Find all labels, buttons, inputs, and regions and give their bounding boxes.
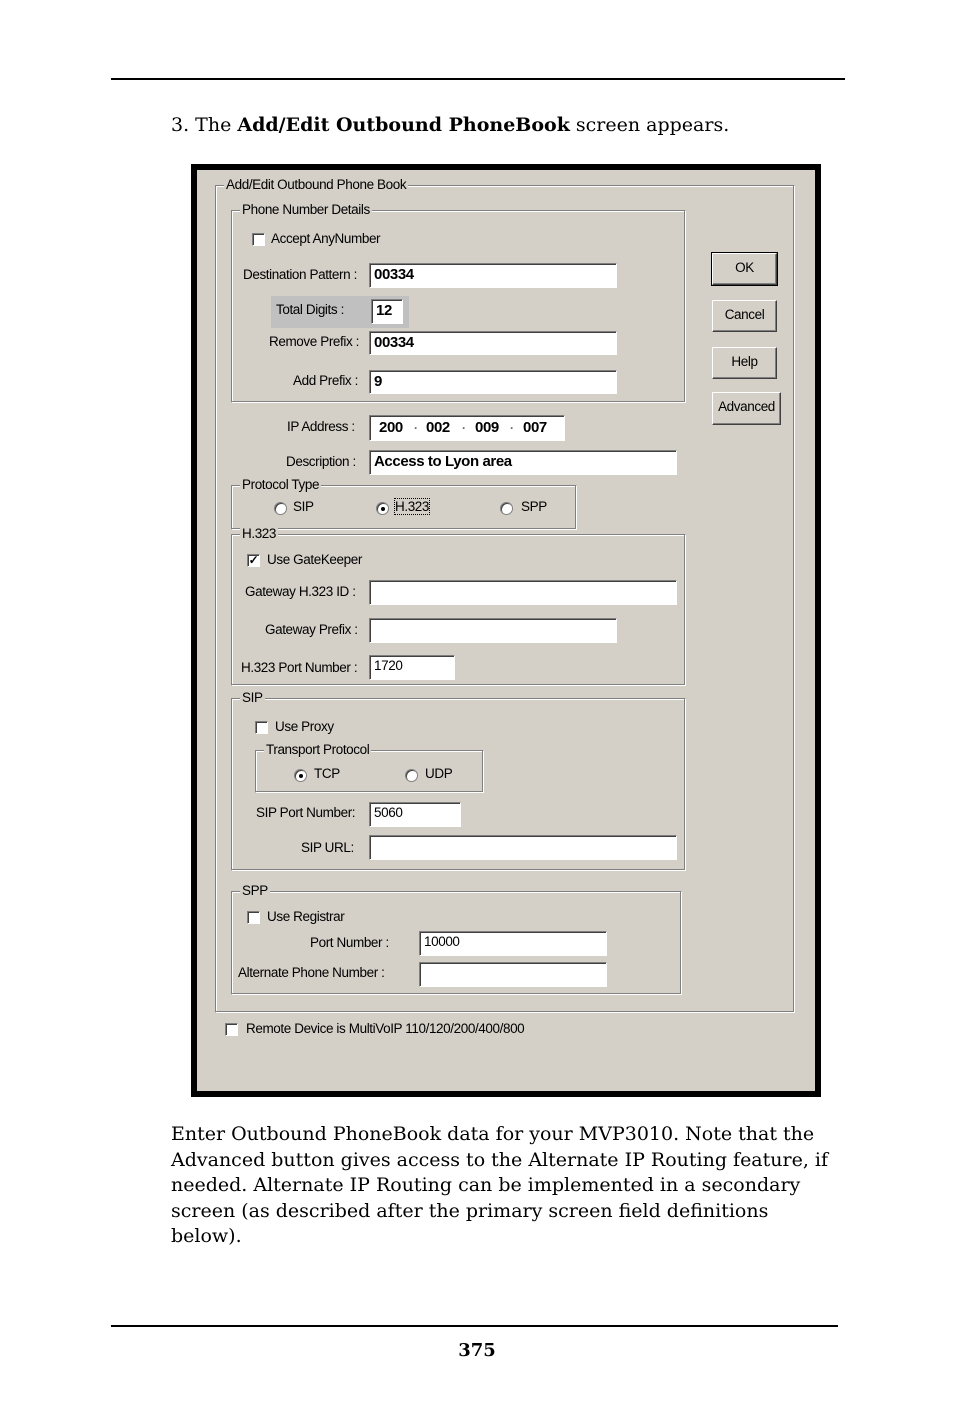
protocol-sip-label: SIP bbox=[293, 499, 314, 514]
accept-any-label: Accept AnyNumber bbox=[271, 231, 381, 246]
phone-group-legend: Phone Number Details bbox=[242, 202, 370, 217]
transport-tcp-label: TCP bbox=[314, 766, 340, 781]
ip-dot-2: . bbox=[462, 418, 465, 432]
description-label: Description : bbox=[286, 454, 356, 469]
gateway-prefix-label: Gateway Prefix : bbox=[265, 622, 358, 637]
remove-prefix-label: Remove Prefix : bbox=[269, 334, 360, 349]
bottom-rule bbox=[111, 1325, 838, 1327]
intro-prefix: 3. The bbox=[171, 114, 238, 136]
transport-udp-radio[interactable] bbox=[405, 769, 418, 782]
gateway-prefix-input[interactable] bbox=[369, 618, 617, 643]
destination-pattern-input[interactable]: 00334 bbox=[369, 263, 617, 288]
use-registrar-label: Use Registrar bbox=[267, 909, 345, 924]
add-prefix-label: Add Prefix : bbox=[293, 373, 358, 388]
page-number: 375 bbox=[458, 1340, 496, 1361]
help-button[interactable]: Help bbox=[712, 347, 777, 379]
alternate-phone-number-input[interactable] bbox=[419, 962, 607, 987]
total-digits-input[interactable]: 12 bbox=[371, 299, 403, 324]
use-gatekeeper-label: Use GateKeeper bbox=[267, 552, 362, 567]
protocol-sip-radio[interactable] bbox=[274, 502, 287, 515]
add-prefix-input[interactable]: 9 bbox=[369, 370, 617, 394]
ok-button[interactable]: OK bbox=[712, 253, 777, 285]
remove-prefix-input[interactable]: 00334 bbox=[369, 331, 617, 355]
main-group-legend: Add/Edit Outbound Phone Book bbox=[226, 177, 407, 192]
protocol-group-legend: Protocol Type bbox=[242, 477, 320, 492]
use-gatekeeper-checkbox[interactable]: ✓ bbox=[248, 553, 259, 567]
transport-udp-label: UDP bbox=[425, 766, 453, 781]
gateway-h323-id-label: Gateway H.323 ID : bbox=[245, 584, 356, 599]
h323-group-legend: H.323 bbox=[242, 526, 277, 541]
ip-octet-1: 200 bbox=[379, 419, 403, 436]
total-digits-label: Total Digits : bbox=[276, 302, 344, 317]
cancel-button[interactable]: Cancel bbox=[712, 300, 777, 332]
port-number-label: Port Number : bbox=[310, 935, 389, 950]
intro-suffix: screen appears. bbox=[569, 114, 730, 136]
port-number-input[interactable]: 10000 bbox=[419, 931, 607, 956]
alternate-phone-number-label: Alternate Phone Number : bbox=[238, 965, 385, 980]
intro-bold: Add/Edit Outbound PhoneBook bbox=[237, 114, 570, 136]
sip-port-number-input[interactable]: 5060 bbox=[369, 802, 461, 827]
sip-port-number-label: SIP Port Number: bbox=[256, 805, 356, 820]
h323-port-number-label: H.323 Port Number : bbox=[241, 660, 358, 675]
ip-octet-3: 009 bbox=[475, 419, 499, 436]
protocol-spp-label: SPP bbox=[521, 499, 547, 514]
ip-octet-2: 002 bbox=[426, 419, 450, 436]
use-proxy-label: Use Proxy bbox=[275, 719, 334, 734]
remote-device-label: Remote Device is MultiVoIP 110/120/200/400/800 bbox=[246, 1021, 525, 1036]
outbound-phonebook-dialog bbox=[191, 164, 821, 1097]
ip-address-label: IP Address : bbox=[287, 419, 355, 434]
protocol-h323-radio[interactable] bbox=[376, 502, 389, 515]
gateway-h323-id-input[interactable] bbox=[369, 580, 677, 605]
spp-group-legend: SPP bbox=[242, 883, 268, 898]
ip-dot-1: . bbox=[414, 418, 417, 432]
destination-pattern-label: Destination Pattern : bbox=[243, 267, 357, 282]
sip-url-input[interactable] bbox=[369, 835, 677, 860]
h323-port-number-input[interactable]: 1720 bbox=[369, 655, 455, 680]
remote-device-checkbox[interactable] bbox=[225, 1023, 238, 1036]
ip-dot-3: . bbox=[510, 418, 513, 432]
use-registrar-checkbox[interactable] bbox=[247, 911, 260, 924]
top-rule bbox=[111, 78, 845, 80]
ip-address-input[interactable] bbox=[369, 415, 565, 441]
accept-any-checkbox[interactable] bbox=[252, 233, 265, 246]
advanced-button[interactable]: Advanced bbox=[712, 392, 781, 425]
sip-url-label: SIP URL: bbox=[301, 840, 354, 855]
protocol-h323-label: H.323 bbox=[395, 499, 430, 514]
transport-group-legend: Transport Protocol bbox=[266, 742, 370, 757]
sip-group-legend: SIP bbox=[242, 690, 263, 705]
ip-octet-4: 007 bbox=[523, 419, 547, 436]
transport-tcp-radio[interactable] bbox=[294, 769, 307, 782]
use-proxy-checkbox[interactable] bbox=[255, 721, 268, 734]
protocol-spp-radio[interactable] bbox=[500, 502, 513, 515]
description-input[interactable]: Access to Lyon area bbox=[369, 450, 677, 475]
intro-line bbox=[171, 114, 729, 136]
body-paragraph: Enter Outbound PhoneBook data for your MVP3010. Note that the Advanced button gives access to the Alternate IP Routing feature, if needed. Alternate IP Routing can be implemented in a secondary screen (as described after the primary screen field definitions below). bbox=[171, 1123, 829, 1247]
